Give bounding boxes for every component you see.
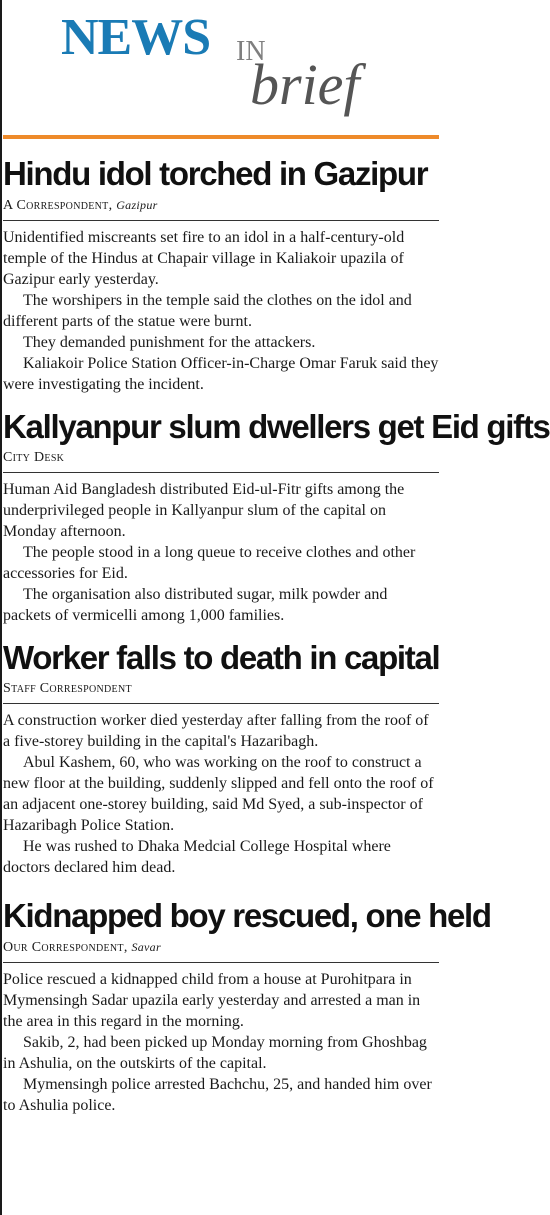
masthead-brief: brief — [250, 52, 360, 117]
byline-rule — [3, 472, 439, 473]
story-paragraph: Sakib, 2, had been picked up Monday morning from Ghoshbag in Ashulia, on the outskirts of the capital. — [3, 1034, 427, 1072]
byline-rule — [3, 220, 439, 221]
story-paragraph: Mymensingh police arrested Bachchu, 25, and handed him over to Ashulia police. — [3, 1076, 432, 1114]
story-byline — [3, 678, 439, 698]
story-paragraph: Abul Kashem, 60, who was working on the roof to construct a new floor at the building, suddenly slipped and fell onto the roof of an adjacent one-storey building, said Md Syed, a sub-inspector of Hazaribagh Police Station. — [3, 754, 434, 834]
news-in-brief-column — [3, 0, 550, 1116]
story-headline: Worker falls to death in capital — [3, 639, 440, 676]
byline-place: Savar — [131, 940, 161, 954]
story-headline: Kidnapped boy rescued, one held — [3, 897, 491, 934]
story-paragraph: The people stood in a long queue to receive clothes and other accessories for Eid. — [3, 544, 416, 582]
story-byline — [3, 936, 439, 957]
masthead-news: NEWS — [61, 9, 211, 66]
story-kallyanpur-slum — [3, 407, 550, 626]
story-worker-falls — [3, 638, 439, 878]
story-hindu-idol — [3, 154, 439, 395]
story-byline — [3, 194, 439, 215]
left-column-rule — [0, 0, 2, 1215]
story-kidnapped-boy — [3, 896, 491, 1116]
story-headline: Hindu idol torched in Gazipur — [3, 155, 428, 192]
story-paragraph: The organisation also distributed sugar, milk powder and packets of vermicelli among 1,000 families. — [3, 586, 388, 624]
byline-author: Our Correspondent, — [3, 940, 128, 955]
story-paragraph: He was rushed to Dhaka Medcial College Hospital where doctors declared him dead. — [3, 838, 391, 876]
story-paragraph: Kaliakoir Police Station Officer-in-Charge Omar Faruk said they were investigating the incident. — [3, 355, 439, 393]
byline-rule — [3, 703, 439, 704]
story-paragraph: Unidentified miscreants set fire to an idol in a half-century-old temple of the Hindus at Chapair village in Kaliakoir upazila of Gazipur early yesterday. — [3, 229, 405, 288]
byline-author: City Desk — [3, 450, 65, 465]
story-paragraph: Police rescued a kidnapped child from a house at Purohitpara in Mymensingh Sadar upazila early yesterday and arrested a man in the area in this regard in the morning. — [3, 971, 421, 1030]
byline-rule — [3, 962, 439, 963]
byline-place: Gazipur — [116, 198, 158, 212]
story-paragraph: A construction worker died yesterday after falling from the roof of a five-storey building in the capital's Hazaribagh. — [3, 712, 429, 750]
story-headline: Kallyanpur slum dwellers get Eid gifts — [3, 408, 550, 445]
story-paragraph: Human Aid Bangladesh distributed Eid-ul-Fitr gifts among the underprivileged people in Kallyanpur slum of the capital on Monday afternoon. — [3, 481, 405, 540]
story-paragraph: The worshipers in the temple said the clothes on the idol and different parts of the statue were burnt. — [3, 292, 412, 330]
byline-author: A Correspondent, — [3, 198, 113, 213]
story-byline — [3, 447, 439, 467]
story-paragraph: They demanded punishment for the attackers. — [23, 334, 316, 351]
byline-author: Staff Correspondent — [3, 681, 132, 696]
masthead — [3, 0, 439, 140]
masthead-in: IN — [236, 36, 266, 67]
masthead-orange-rule — [3, 135, 439, 139]
